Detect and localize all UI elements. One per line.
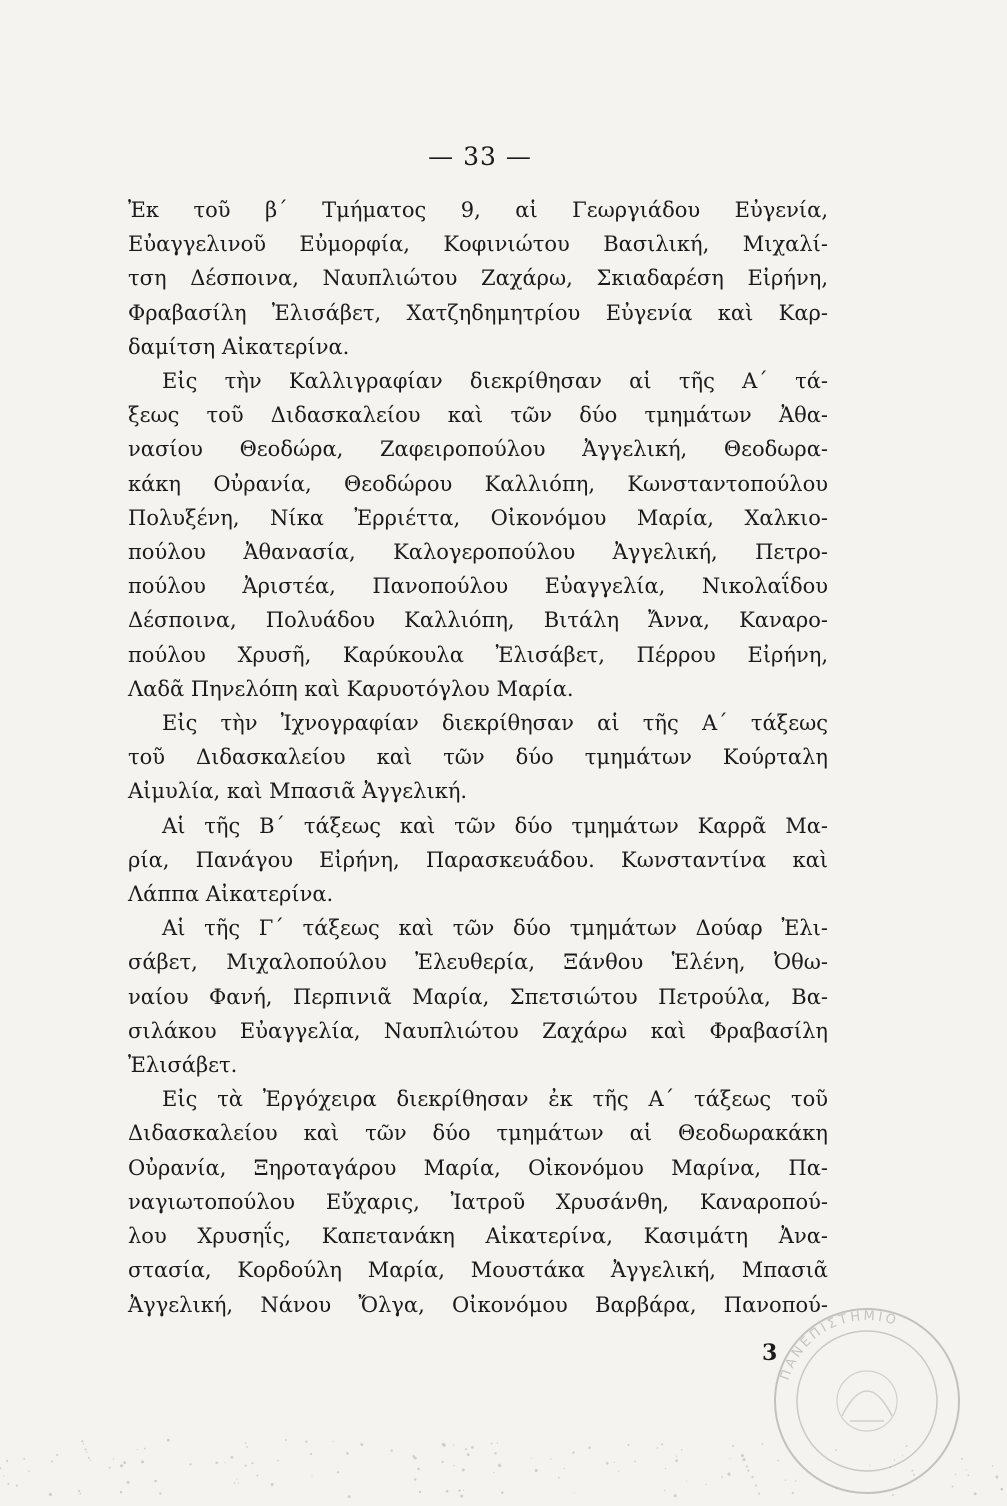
text-line: δαμίτση Αἰκατερίνα. [128,334,350,359]
text-line: πούλου Ἀθανασία, Καλογεροπούλου Ἀγγελική, Πετρο- [128,540,828,565]
text-line: ξεως τοῦ Διδασκαλείου καὶ τῶν δύο τμημάτων Ἀθα- [128,403,828,428]
text-line: Αἱ τῆς Β΄ τάξεως καὶ τῶν δύο τμημάτων Καρρᾶ Μα- [162,813,828,838]
stamp-text: ΠΑΝΕΠΙΣΤΗΜΙΟ [777,1308,901,1383]
text-line: Ἀγγελική, Νάνου Ὄλγα, Οἰκονόμου Βαρβάρα, Πανοπού- [128,1292,828,1317]
text-line: ρία, Πανάγου Εἰρήνη, Παρασκευάδου. Κωνσταντίνα καὶ [128,847,828,872]
text-line: Ἐλισάβετ. [128,1053,238,1078]
text-line: Εἰς τὴν Καλλιγραφίαν διεκρίθησαν αἱ τῆς Α΄ τά- [162,369,828,394]
text-line: Οὐρανία, Ξηροταγάρου Μαρία, Οἰκονόμου Μαρίνα, Πα- [128,1155,828,1180]
text-line: Πολυξένη, Νίκα Ἐρριέττα, Οἰκονόμου Μαρία, Χαλκιο- [128,505,828,530]
signature-mark: 3 [762,1340,778,1366]
text-line: κάκη Οὐρανία, Θεοδώρου Καλλιόπη, Κωνσταντοπούλου [128,471,828,496]
text-line: πούλου Ἀριστέα, Πανοπούλου Εὐαγγελία, Νικολαΐδου [128,574,828,599]
body-text [128,193,828,1322]
svg-text:ΠΑΝΕΠΙΣΤΗΜΙΟ [778,1309,900,1382]
text-line: Λαδᾶ Πηνελόπη καὶ Καρυοτόγλου Μαρία. [128,676,574,701]
text-line: στασία, Κορδούλη Μαρία, Μουστάκα Ἀγγελική, Μπασιᾶ [128,1258,828,1283]
text-line: Εἰς τὴν Ἰχνογραφίαν διεκρίθησαν αἱ τῆς Α΄ τάξεως [162,711,828,736]
text-line: Λάππα Αἰκατερίνα. [128,882,334,907]
text-line: Αἱ τῆς Γ΄ τάξεως καὶ τῶν δύο τμημάτων Δούαρ Ἐλι- [162,916,828,941]
text-line: ναίου Φανή, Περπινιᾶ Μαρία, Σπετσιώτου Πετρούλα, Βα- [128,984,828,1009]
text-line: Εἰς τὰ Ἐργόχειρα διεκρίθησαν ἐκ τῆς Α΄ τάξεως τοῦ [162,1087,828,1112]
text-line: σάβετ, Μιχαλοπούλου Ἐλευθερία, Ξάνθου Ἑλένη, Ὀθω- [128,950,828,975]
text-line: Φραβασίλη Ἐλισάβετ, Χατζηδημητρίου Εὐγενία καὶ Καρ- [128,300,828,325]
text-line: Ἐκ τοῦ β΄ Τμήματος 9, αἱ Γεωργιάδου Εὐγενία, [128,198,828,222]
text-line: νασίου Θεοδώρα, Ζαφειροπούλου Ἀγγελική, Θεοδωρα- [128,437,828,462]
text-line: ναγιωτοπούλου Εὔχαρις, Ἰατροῦ Χρυσάνθη, Καναροπού- [128,1189,828,1214]
paper-specks [0,1380,1007,1500]
text-line: Δέσποινα, Πολυάδου Καλλιόπη, Βιτάλη Ἄννα, Καναρο- [128,608,828,633]
text-line: πούλου Χρυσῆ, Καρύκουλα Ἐλισάβετ, Πέρρου Εἰρήνη, [128,642,828,667]
page-number: — 33 — [428,142,532,171]
text-line: σιλάκου Εὐαγγελία, Ναυπλιώτου Ζαχάρω καὶ Φραβασίλη [128,1018,828,1043]
text-line: λου Χρυσηΐς, Καπετανάκη Αἰκατερίνα, Κασιμάτη Ἀνα- [128,1224,828,1249]
text-line: τση Δέσποινα, Ναυπλιώτου Ζαχάρω, Σκιαδαρέση Εἰρήνη, [128,266,828,291]
text-line: Αἰμυλία, καὶ Μπασιᾶ Ἀγγελική. [128,779,468,804]
text-line: Εὐαγγελινοῦ Εὐμορφία, Κοφινιώτου Βασιλική, Μιχαλί- [128,232,828,257]
text-line: τοῦ Διδασκαλείου καὶ τῶν δύο τμημάτων Κούρταλη [128,745,828,770]
text-line: Διδασκαλείου καὶ τῶν δύο τμημάτων αἱ Θεοδωρακάκη [128,1121,828,1146]
